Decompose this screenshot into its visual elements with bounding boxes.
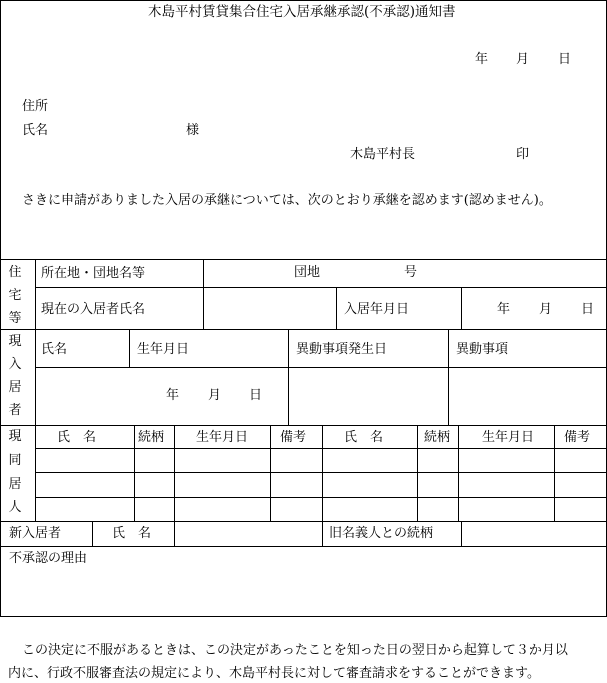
side-label-cohabitant-3: 居 [8, 477, 22, 492]
seal-mark: 印 [516, 147, 530, 162]
change-header: 異動事項 [456, 342, 509, 357]
rule [458, 425, 459, 521]
address-label: 住所 [22, 99, 49, 114]
cohabitant-header: 氏 名 [344, 430, 384, 445]
date-month: 月 [516, 52, 530, 67]
cohabitant-header: 備考 [564, 430, 591, 445]
rule [0, 329, 607, 330]
rule [35, 287, 607, 288]
rule [35, 472, 607, 473]
cohabitant-header: 備考 [280, 430, 307, 445]
frame-left [0, 0, 1, 617]
appeal-notice-line-1: この決定に不服があるときは、この決定があったことを知った日の翌日から起算して３か月以 [22, 643, 568, 658]
rule [134, 425, 135, 521]
side-label-cohabitant-1: 現 [8, 429, 22, 444]
reason-label: 不承認の理由 [9, 551, 88, 566]
side-label-housing-2: 宅 [8, 288, 22, 303]
new-tenant-label: 新入居者 [9, 526, 62, 541]
appeal-notice-line-2: 内に、行政不服審査法の規定により、木島平村長に対して審査請求をすることができます。 [8, 666, 540, 681]
rule [322, 521, 323, 546]
rule [35, 497, 607, 498]
rule [336, 287, 337, 329]
side-label-housing-1: 住 [8, 265, 22, 280]
change-date-header: 異動事項発生日 [296, 342, 388, 357]
side-divider [35, 259, 36, 521]
move-in-date-label: 入居年月日 [344, 302, 410, 317]
frame-bottom [0, 616, 607, 617]
rule [174, 521, 175, 546]
side-label-current-1: 現 [8, 334, 22, 349]
rule [448, 329, 449, 425]
rule [35, 367, 607, 368]
cohabitant-header: 続柄 [424, 430, 451, 445]
date-year: 年 [475, 52, 489, 67]
rule [0, 259, 607, 260]
rule [417, 425, 418, 521]
cohabitant-header: 氏 名 [57, 430, 97, 445]
danchi-label: 団地 [294, 265, 321, 280]
side-label-cohabitant-4: 人 [8, 500, 22, 515]
cohabitant-header: 生年月日 [196, 430, 249, 445]
rule [270, 425, 271, 521]
current-tenant-label: 現在の入居者氏名 [41, 302, 146, 317]
rule [461, 287, 462, 329]
side-label-cohabitant-2: 同 [8, 453, 22, 468]
rule [92, 521, 93, 546]
birth-day: 日 [249, 388, 263, 403]
side-label-current-4: 者 [8, 403, 22, 418]
birth-year: 年 [166, 388, 180, 403]
current-name-header: 氏名 [41, 342, 68, 357]
location-label: 所在地・団地名等 [41, 266, 146, 281]
rule [35, 448, 607, 449]
intro-text: さきに申請がありました入居の承継については、次のとおり承継を認めます(認めません)。 [22, 193, 552, 208]
rule [0, 546, 607, 547]
side-label-housing-3: 等 [8, 311, 22, 326]
issuer-name: 木島平村長 [350, 147, 416, 162]
rule [322, 425, 323, 521]
rule [203, 259, 204, 329]
relation-label: 旧名義人との続柄 [329, 526, 434, 541]
rule [0, 425, 607, 426]
date-day: 日 [558, 52, 572, 67]
document-title: 木島平村賃貸集合住宅入居承継承認(不承認)通知書 [148, 4, 456, 20]
move-in-day: 日 [581, 302, 595, 317]
cohabitant-header: 生年月日 [482, 430, 535, 445]
side-label-current-3: 居 [8, 380, 22, 395]
honorific: 様 [186, 123, 200, 138]
rule [461, 521, 462, 546]
frame-top [0, 0, 607, 1]
addressee-name-label: 氏名 [22, 123, 49, 138]
move-in-year: 年 [497, 302, 511, 317]
side-label-current-2: 入 [8, 357, 22, 372]
new-name-label: 氏 名 [112, 526, 152, 541]
rule [174, 425, 175, 521]
go-label: 号 [404, 265, 418, 280]
rule [129, 329, 130, 367]
rule [554, 425, 555, 521]
rule [288, 329, 289, 425]
birth-month: 月 [208, 388, 222, 403]
current-birth-header: 生年月日 [137, 342, 190, 357]
move-in-month: 月 [539, 302, 553, 317]
cohabitant-header: 続柄 [138, 430, 165, 445]
